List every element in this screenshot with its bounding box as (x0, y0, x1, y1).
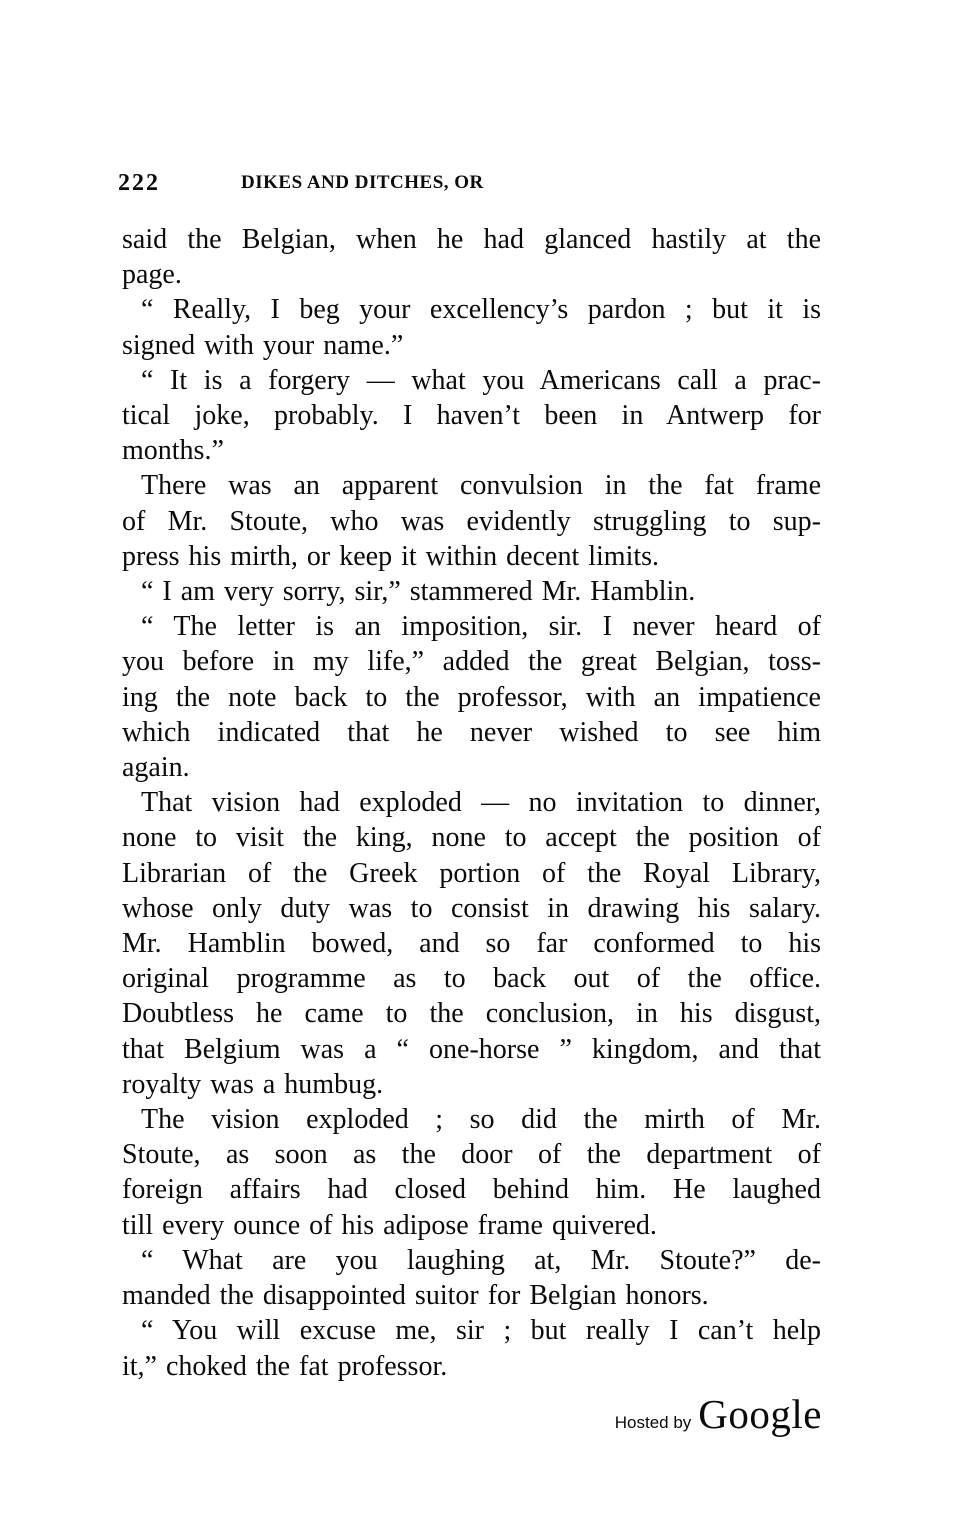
text-line: That vision had exploded — no invitation to dinner, (141, 787, 821, 819)
text-line: “ You will excuse me, sir ; but really I can’t help (141, 1315, 821, 1347)
hosted-by-label: Hosted by (614, 1413, 692, 1432)
text-line: it,” choked the fat professor. (122, 1350, 448, 1382)
text-line: “ I am very sorry, sir,” stammered Mr. Hamblin. (141, 576, 696, 608)
text-line: “ Really, I beg your excellency’s pardon ; but it is (141, 294, 821, 326)
text-line: “ What are you laughing at, Mr. Stoute?” de- (141, 1244, 821, 1276)
text-line: you before in my life,” added the great Belgian, toss- (122, 646, 821, 678)
text-line: said the Belgian, when he had glanced hastily at the (122, 224, 821, 255)
running-title: DIKES AND DITCHES, OR (241, 172, 484, 193)
text-line: that Belgium was a “ one-horse ” kingdom, and that (122, 1033, 821, 1065)
page-number: 222 (118, 170, 160, 196)
text-line: months.” (122, 435, 224, 467)
text-line: Stoute, as soon as the door of the department of (122, 1139, 821, 1171)
text-line: none to visit the king, none to accept the position of (122, 822, 821, 854)
text-line: manded the disappointed suitor for Belgian honors. (122, 1280, 709, 1312)
google-logo: Google (698, 1391, 822, 1437)
text-line: press his mirth, or keep it within decent limits. (122, 540, 660, 572)
text-line: royalty was a humbug. (122, 1068, 384, 1100)
footer-watermark (0, 1390, 822, 1438)
text-line: again. (122, 752, 190, 784)
text-line: ing the note back to the professor, with an impatience (122, 681, 821, 713)
text-line: signed with your name.” (122, 329, 404, 361)
text-line: Mr. Hamblin bowed, and so far conformed to his (122, 928, 821, 960)
text-line: tical joke, probably. I haven’t been in Antwerp for (122, 400, 821, 432)
text-line: foreign affairs had closed behind him. He laughed (122, 1174, 821, 1206)
text-line: “ The letter is an imposition, sir. I never heard of (141, 611, 821, 643)
text-line: Doubtless he came to the conclusion, in his disgust, (122, 998, 821, 1030)
text-line: of Mr. Stoute, who was evidently struggling to sup- (122, 505, 821, 537)
text-line: original programme as to back out of the office. (122, 963, 821, 995)
text-line: till every ounce of his adipose frame quivered. (122, 1209, 657, 1241)
text-line: page. (122, 259, 182, 291)
text-line: which indicated that he never wished to see him (122, 716, 821, 748)
text-line: “ It is a forgery — what you Americans call a prac- (141, 364, 821, 396)
text-line: The vision exploded ; so did the mirth of Mr. (141, 1104, 821, 1136)
text-line: whose only duty was to consist in drawing his salary. (122, 892, 821, 924)
text-line: There was an apparent convulsion in the fat frame (141, 470, 821, 502)
text-line: Librarian of the Greek portion of the Royal Library, (122, 857, 821, 889)
body-text (122, 222, 821, 1384)
